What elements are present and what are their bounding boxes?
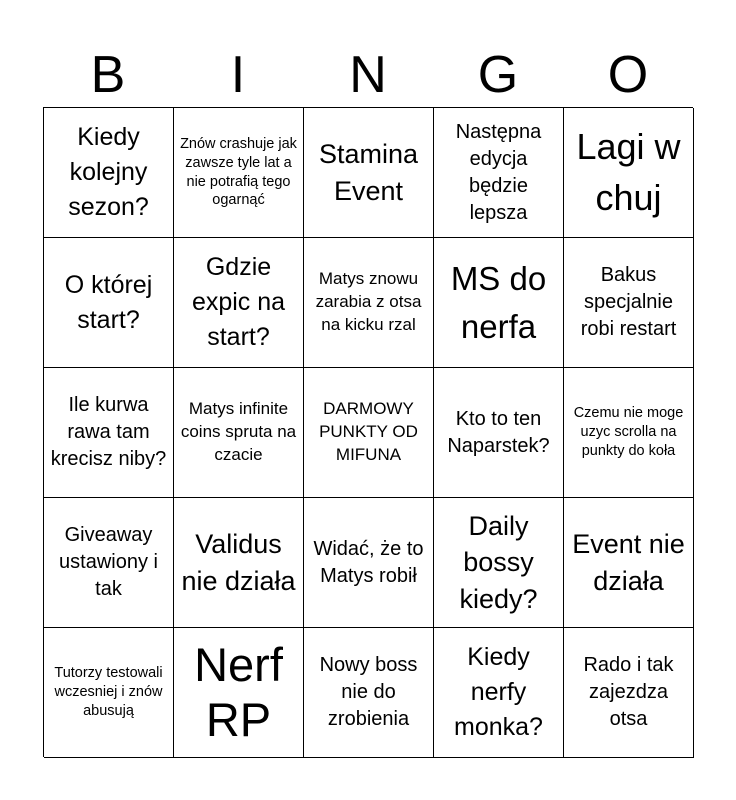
cell-text: Nerf RP	[194, 638, 283, 746]
cell-text: Stamina Event	[318, 139, 419, 206]
bingo-cell-r4c5[interactable]	[564, 498, 694, 628]
cell-text: Kto to ten Naparstek?	[447, 407, 550, 457]
bingo-cell-r2c3[interactable]	[304, 238, 434, 368]
bingo-cell-r2c5[interactable]	[564, 238, 694, 368]
bingo-cell-r1c3[interactable]	[304, 108, 434, 238]
cell-text: Następna edycja będzie lepsza	[455, 120, 542, 224]
bingo-cell-r5c5[interactable]	[564, 628, 694, 758]
bingo-cell-r2c1[interactable]	[44, 238, 174, 368]
cell-text: Event nie działa	[572, 529, 685, 596]
bingo-cell-r5c3[interactable]	[304, 628, 434, 758]
cell-text: O której start?	[64, 270, 153, 334]
bingo-cell-r3c5[interactable]	[564, 368, 694, 498]
cell-text: Nowy boss nie do zrobienia	[319, 654, 418, 730]
cell-text: Rado i tak zajezdza otsa	[583, 654, 674, 730]
bingo-cell-r3c4[interactable]	[434, 368, 564, 498]
cell-text: Lagi w chuj	[576, 126, 681, 218]
cell-text: Kiedy kolejny sezon?	[68, 123, 149, 221]
bingo-cell-r1c4[interactable]	[434, 108, 564, 238]
bingo-card	[43, 107, 693, 757]
bingo-cell-r3c1[interactable]	[44, 368, 174, 498]
bingo-cell-r3c3[interactable]	[304, 368, 434, 498]
header-letter-b: B	[90, 46, 126, 104]
bingo-cell-r1c2[interactable]	[174, 108, 304, 238]
cell-text: Ile kurwa rawa tam krecisz niby?	[50, 394, 167, 470]
bingo-cell-r2c2[interactable]	[174, 238, 304, 368]
bingo-cell-r5c1[interactable]	[44, 628, 174, 758]
bingo-cell-r1c1[interactable]	[44, 108, 174, 238]
bingo-cell-r4c1[interactable]	[44, 498, 174, 628]
bingo-cell-r1c5[interactable]	[564, 108, 694, 238]
bingo-cell-r4c2[interactable]	[174, 498, 304, 628]
cell-text: Matys znowu zarabia z otsa na kicku rzal	[315, 269, 422, 334]
cell-text: Bakus specjalnie robi restart	[580, 264, 677, 340]
cell-text: Gdzie expic na start?	[191, 253, 286, 351]
bingo-cell-r5c4[interactable]	[434, 628, 564, 758]
cell-text: Widać, że to Matys robił	[313, 537, 424, 587]
cell-text: Matys infinite coins spruta na czacie	[180, 399, 297, 464]
cell-text: Daily bossy kiedy?	[459, 510, 538, 614]
cell-text: MS do nerfa	[450, 259, 547, 345]
cell-text: Tutorzy testowali wczesniej i znów abusują	[54, 665, 163, 719]
bingo-cell-r2c4[interactable]	[434, 238, 564, 368]
cell-text: Czemu nie moge uzyc scrolla na punkty do koła	[573, 405, 684, 459]
cell-text: Validus nie działa	[181, 529, 296, 596]
bingo-cell-r4c3[interactable]	[304, 498, 434, 628]
header-letter-n: N	[349, 46, 387, 104]
bingo-cell-r5c2[interactable]	[174, 628, 304, 758]
cell-text: Giveaway ustawiony i tak	[59, 524, 158, 600]
bingo-cell-r4c4[interactable]	[434, 498, 564, 628]
header-letter-g: G	[477, 46, 519, 104]
bingo-cell-r3c2[interactable]	[174, 368, 304, 498]
cell-text: Kiedy nerfy monka?	[454, 643, 543, 741]
header-letter-o: O	[607, 46, 649, 104]
bingo-header	[43, 42, 693, 108]
cell-text: Znów crashuje jak zawsze tyle lat a nie potrafią tego ogarnąć	[180, 135, 297, 209]
cell-text: DARMOWY PUNKTY OD MIFUNA	[319, 399, 418, 464]
header-letter-i: I	[230, 46, 246, 104]
